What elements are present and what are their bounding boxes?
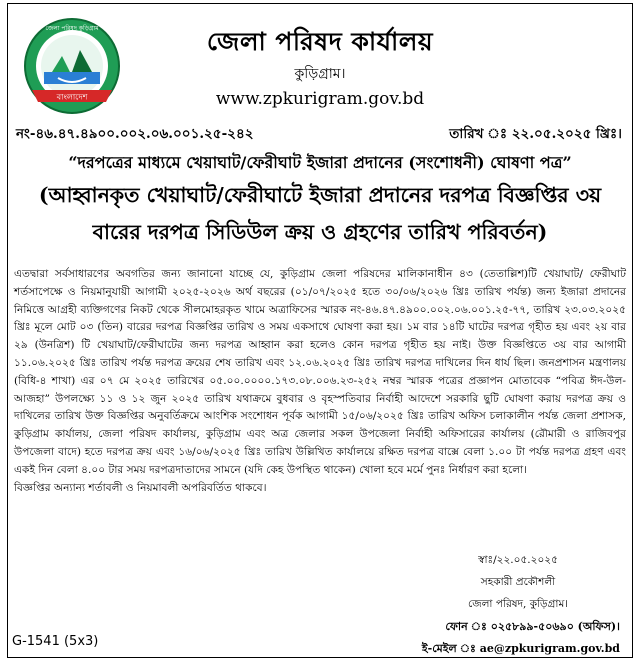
org-city: কুড়িগ্রাম। bbox=[294, 66, 346, 82]
notice-page bbox=[7, 3, 633, 658]
signed-date: স্বাঃ/২২.০৫.২০২৫ bbox=[478, 554, 558, 566]
contact-email[interactable]: ই-মেইল ঃ ae@zpkurigram.gov.bd bbox=[421, 642, 620, 655]
signature-block bbox=[413, 549, 623, 615]
contact-phone: ফোন ঃ ০২৫৮৯৯-৫০৬৯০ (অফিস)। bbox=[445, 620, 620, 633]
ad-code: G-1541 (5x3) bbox=[12, 634, 99, 649]
contact-block bbox=[422, 616, 620, 660]
notice-body bbox=[14, 266, 626, 497]
body-paragraph: এতদ্বারা সর্বসাধারণের অবগতির জন্য জানানো যাচ্ছে যে, কুড়িগ্রাম জেলা পরিষদের মালিকানাধীন ৪৩ (তেতাল্লিশ)টি খেয়াঘাট/ ফেরীঘাট শর্তসাপেক্ষে ও নিয়মানুযায়ী আগামী ২০২৫-২০২৬ অর্থ বছরের (০১/০৭/২০২৫ হতে ৩০/০৬/২০২৬ খ্রিঃ তারিখ পর্যন্ত) জন্য ইজারা প্রদানের নিমিত্তে আগ্রহী ব্যক্তিগণের নিকট থেকে সীলমোহরকৃত খামে অত্রাফিসের স্মারক নং-৪৬.৪৭.৪৯০০.০০২.০৬.০০১.২৫-৭৭, তারিখ ২৩.০৩.২০২৫ খ্রিঃ মূলে মোট ০৩ (তিন) বারের দরপত্র বিজ্ঞপ্তির তারিখ ও সময় একসাথে ঘোষণা করা হয়। ১ম বার ১৪টি ঘাটের দরপত্র গৃহীত হয় এবং ২য় বার ২৯ (উনত্রিশ) টি খেয়াঘাট/ফেরীঘাটের জন্য দরপত্র আহ্বান করা হলেও কোন দরপত্র গৃহীত হয় নাই। উক্ত বিজ্ঞপ্তিতে ৩য় বার আগামী ১১.০৬.২০২৫ খ্রিঃ তারিখ পর্যন্ত দরপত্র ক্রয়ের শেষ তারিখ এবং ১২.০৬.২০২৫ খ্রিঃ তারিখ দরপত্র দাখিলের দিন ধার্য ছিল। জনপ্রশাসন মন্ত্রণালয় (বিধি-৪ শাখা) এর ০৭ মে ২০২৫ তারিখের ০৫.০০.০০০০.১৭৩.০৮.০০৬.২৩-২৫২ নম্বর স্মারক পত্রের প্রজ্ঞাপন মোতাবেক “পবিত্র ঈদ-উল-আজহা” উপলক্ষ্যে ১১ ও ১২ জুন ২০২৫ তারিখ যথাক্রমে বুধবার ও বৃহস্পতিবার নির্বাহী আদেশে সরকারি ছুটি ঘোষণা করায় দরপত্র ক্রয় ও দাখিলের তারিখ উক্ত বিজ্ঞপ্তির অনুবর্তিক্রমে আংশিক সংশোধন পূর্বক আগামী ১৫/০৬/২০২৫ খ্রিঃ তারিখ অফিস চলাকালীন পর্যন্ত জেলা প্রশাসক, কুড়িগ্রাম কার্যালয়, জেলা পরিষদ কার্যালয়, কুড়িগ্রাম এবং অত্র জেলার সকল উপজেলা নির্বাহী অফিসারের কার্যালয় (রৌমারী ও রাজিবপুর উপজেলা বাদে) হতে দরপত্র ক্রয় এবং ১৬/০৬/২০২৫ খ্রিঃ তারিখ উল্লিখিত কার্যালয়ে রক্ষিত দরপত্র বাক্সে বেলা ১.০০ টা পর্যন্ত দরপত্র গ্রহণ এবং একই দিন বেলা ৪.০০ টার সময় দরপত্রদাতাদের সামনে (যদি কেহ উপস্থিত থাকেন) খোলা হবে মর্মে পুনঃ নির্ধারণ করা হলো। bbox=[14, 268, 626, 476]
emblem-banner-text: বাংলাদেশ bbox=[56, 92, 88, 102]
signatory-office: জেলা পরিষদ, কুড়িগ্রাম। bbox=[467, 598, 569, 610]
notice-subtitle: “দরপত্রের মাধ্যমে খেয়াঘাট/ফেরীঘাট ইজারা প্রদানের (সংশোধনী) ঘোষণা পত্র” bbox=[68, 153, 572, 172]
body-paragraph: বিজ্ঞপ্তির অন্যান্য শর্তাবলী ও নিয়মাবলী অপরিবর্তিত থাকবে। bbox=[14, 481, 267, 494]
org-website-link[interactable]: www.zpkurigram.gov.bd bbox=[215, 89, 425, 109]
notice-headline: (আহ্বানকৃত খেয়াঘাট/ফেরীঘাটে ইজারা প্রদানের দরপত্র বিজ্ঞপ্তির ৩য় বারের দরপত্র সিডিউল ক্রয় ও গ্রহণের তারিখ পরিবর্তন) bbox=[38, 183, 602, 244]
org-name: জেলা পরিষদ কার্যালয় bbox=[206, 27, 434, 56]
memo-date: তারিখ ঃ ২২.০৫.২০২৫ খ্রিঃ। bbox=[449, 126, 622, 142]
signatory-designation: সহকারী প্রকৌশলী bbox=[480, 576, 556, 588]
memo-number: নং-৪৬.৪৭.৪৯০০.০০২.০৬.০০১.২৫-২৪২ bbox=[16, 126, 254, 142]
emblem-top-text: জেলা পরিষদ কুড়িগ্রাম bbox=[45, 25, 99, 32]
